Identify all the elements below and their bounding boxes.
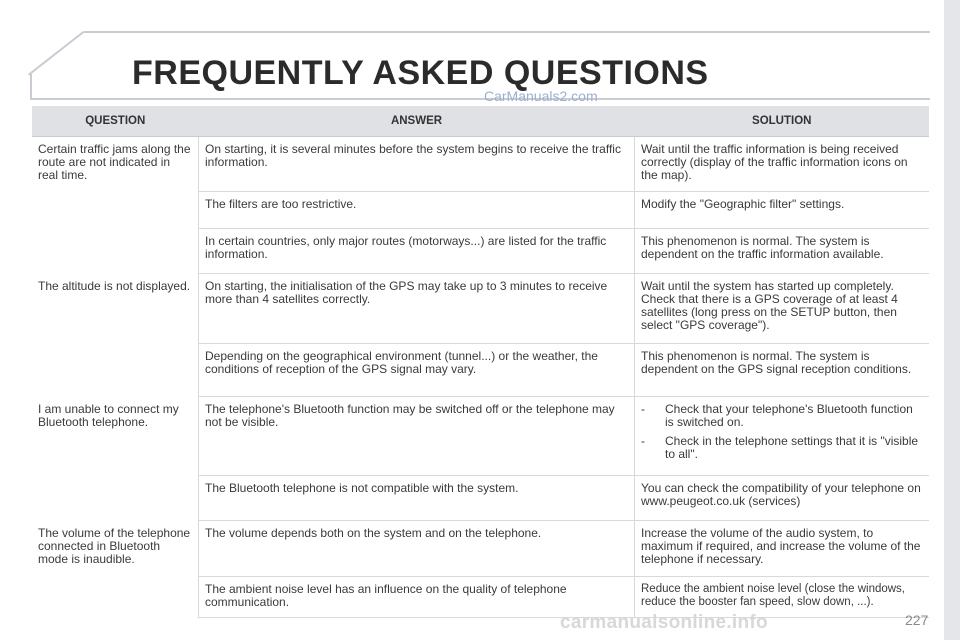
question-cell: The altitude is not displayed. [32,274,199,397]
answer-cell: On starting, the initialisation of the GPS may take up to 3 minutes to receive more than 4 satellites correctly. [199,274,635,344]
answer-cell: The telephone's Bluetooth function may be switched off or the telephone may not be visible. [199,397,635,476]
answer-cell: The ambient noise level has an influence on the quality of telephone communication. [199,577,635,618]
answer-cell: The filters are too restrictive. [199,192,635,229]
watermark-top: CarManuals2.com [484,88,598,104]
faq-table [32,106,929,618]
solution-cell: Wait until the system has started up completely. Check that there is a GPS coverage of at least 4 satellites (long press on the SETUP button, then select "GPS coverage"). [635,274,930,344]
answer-cell: The Bluetooth telephone is not compatible with the system. [199,476,635,521]
answer-cell: On starting, it is several minutes before the system begins to receive the traffic information. [199,137,635,192]
solution-cell: Modify the "Geographic filter" settings. [635,192,930,229]
table-row [32,274,929,344]
question-cell: The volume of the telephone connected in Bluetooth mode is inaudible. [32,521,199,618]
table-row [32,397,929,476]
answer-cell: The volume depends both on the system and on the telephone. [199,521,635,577]
bullet-dash: - [641,434,645,448]
solution-cell: You can check the compatibility of your telephone on www.peugeot.co.uk (services) [635,476,930,521]
header-diagonal [28,31,84,76]
answer-cell: In certain countries, only major routes (motorways...) are listed for the traffic information. [199,229,635,274]
bullet-text: Check that your telephone's Bluetooth function is switched on. [665,402,913,429]
table-header-row [32,106,929,137]
solution-cell: This phenomenon is normal. The system is dependent on the traffic information available. [635,229,930,274]
bullet-text: Check in the telephone settings that it is "visible to all". [665,434,919,461]
table-row [32,137,929,192]
bullet-dash: - [641,402,645,416]
solution-cell: This phenomenon is normal. The system is dependent on the GPS signal reception conditions. [635,344,930,397]
header-question: QUESTION [32,106,199,137]
solution-cell: Wait until the traffic information is being received correctly (display of the traffic information icons on the map). [635,137,930,192]
page-number: 227 [905,612,929,628]
list-item [641,403,923,429]
page-title: FREQUENTLY ASKED QUESTIONS [132,54,709,92]
page-side-strip [944,0,960,640]
table-row [32,521,929,577]
header-solution: SOLUTION [635,106,930,137]
header-rule [30,98,930,100]
solution-cell [635,397,930,476]
header-left-edge [30,74,32,100]
header-top-rule [84,31,930,33]
watermark-bottom: carmanualsonline.info [560,612,768,633]
solution-bullet-list [641,403,923,461]
solution-cell: Reduce the ambient noise level (close the windows, reduce the booster fan speed, slow down, ...). [635,577,930,618]
question-cell: I am unable to connect my Bluetooth telephone. [32,397,199,521]
header-answer: ANSWER [199,106,635,137]
answer-cell: Depending on the geographical environment (tunnel...) or the weather, the conditions of reception of the GPS signal may vary. [199,344,635,397]
solution-cell: Increase the volume of the audio system, to maximum if required, and increase the volume of the telephone if necessary. [635,521,930,577]
question-cell: Certain traffic jams along the route are not indicated in real time. [32,137,199,274]
list-item [641,435,923,461]
